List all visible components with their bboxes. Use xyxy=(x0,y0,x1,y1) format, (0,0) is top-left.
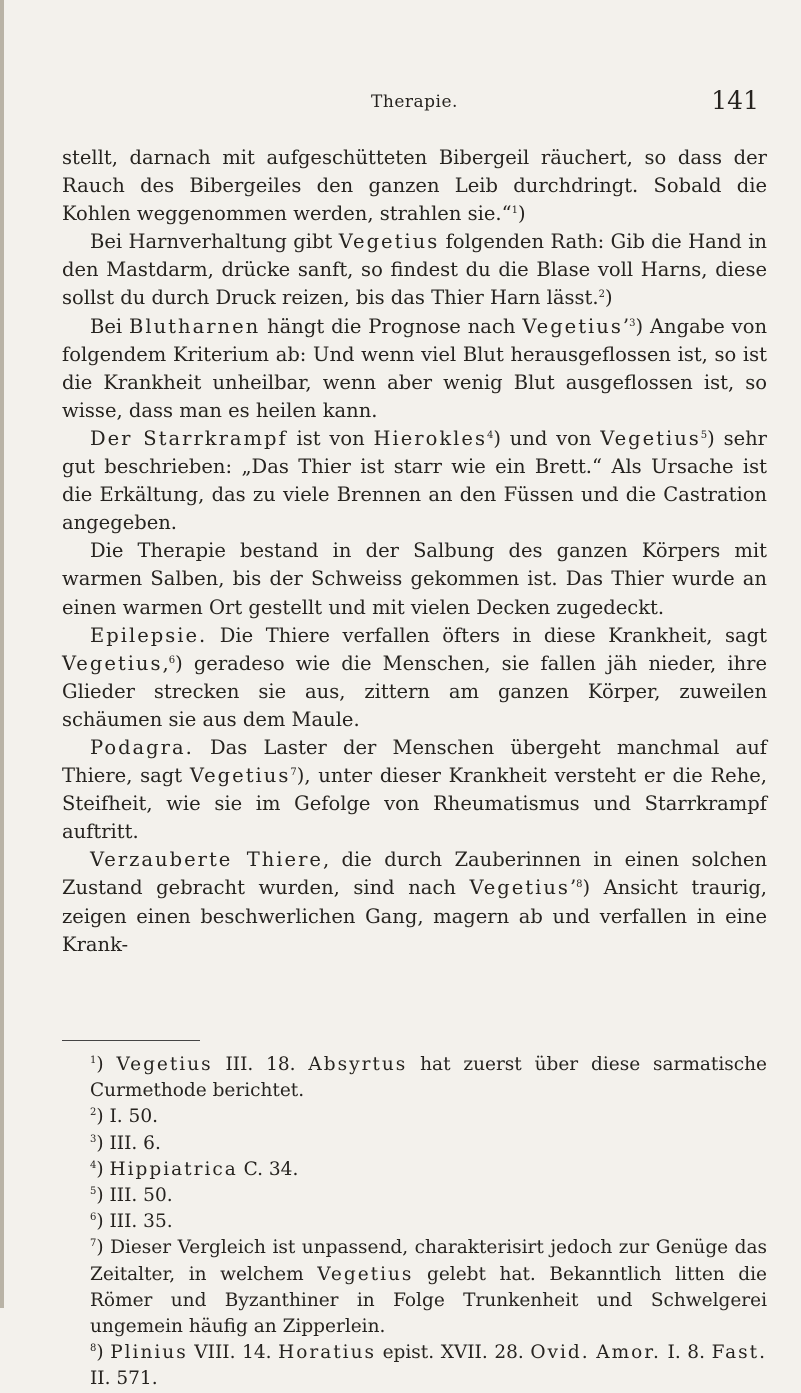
paragraph xyxy=(62,846,767,958)
text-run: Das Laster der Menschen übergeht manchmal auf Thiere, sagt xyxy=(62,735,767,788)
paragraph xyxy=(62,537,767,621)
text-run: ’ xyxy=(622,314,630,338)
text-run: C. 34. xyxy=(237,1158,299,1180)
page-number: 141 xyxy=(711,86,759,115)
text-run: III. 18. xyxy=(212,1054,309,1075)
spaced-name: Amor. xyxy=(596,1342,661,1364)
paragraph xyxy=(62,425,767,537)
spaced-term: Podagra. xyxy=(90,735,194,759)
spaced-term: Der Starrkrampf xyxy=(90,426,288,450)
footnote: $^3$) III. 6. xyxy=(90,1132,161,1154)
footnote-mark: 5 xyxy=(90,1186,97,1198)
footnote: $^5$) III. 50. xyxy=(90,1185,173,1207)
running-title: Therapie. xyxy=(371,92,458,112)
spaced-name: Horatius xyxy=(278,1342,376,1364)
text-run: ) xyxy=(604,286,613,310)
footnote-ref: 8 xyxy=(576,879,583,891)
text-run xyxy=(590,1342,597,1363)
spaced-term: Blutharnen xyxy=(129,314,261,338)
footnote: $^1$) Vegetius III. 18. Absyrtus hat zuerst über diese sarmatische Curmethode berichtet. xyxy=(90,1054,767,1102)
spaced-name: Vegetius xyxy=(317,1263,414,1285)
text-run: stellt, darnach mit aufgeschütteten Bibergeil räuchert, so dass der Rauch des Bibergeiles den ganzen Leib durchdringt. Sobald die Kohlen weggenommen werden, strahlen sie.“ xyxy=(62,146,767,226)
footnote: $^4$) Hippiatrica C. 34. xyxy=(90,1158,299,1180)
paragraph xyxy=(62,144,767,228)
text-run: Die Therapie bestand in der Salbung des ganzen Körpers mit warmen Salben, bis der Schweiss gekommen ist. Das Thier wurde an einen warmen Ort gestellt und mit vielen Decken zugedeckt. xyxy=(62,539,767,619)
footnote: $^7$) Dieser Vergleich ist unpassend, charakterisirt jedoch zur Genüge das Zeitalter, in welchem Vegetius gelebt hat. Bekanntlich litten die Römer und Byzanthiner in Folge Trunkenheit und Schwelgerei ungemein häufig an Zipperlein. xyxy=(90,1237,767,1338)
text-run: I. 50. xyxy=(109,1106,158,1128)
text-run: Die Thiere verfallen öfters in diese Krankheit, sagt xyxy=(207,623,767,647)
footnote: $^6$) III. 35. xyxy=(90,1211,173,1233)
footnote: $^8$) Plinius VIII. 14. Horatius epist. XVII. 28. Ovid. Amor. I. 8. Fast. II. 571. xyxy=(90,1342,767,1390)
page-edge xyxy=(0,0,4,1308)
footnote-mark: 4 xyxy=(90,1159,97,1171)
footnote-mark: 2 xyxy=(90,1107,97,1119)
paragraph xyxy=(62,622,767,734)
text-run: III. 50. xyxy=(109,1185,173,1207)
text-run: hat zuerst über diese sarmatische Curmethode berichtet. xyxy=(90,1054,767,1102)
footnote-ref: 3 xyxy=(629,317,636,329)
spaced-name: Vegetius xyxy=(338,230,440,254)
text-run: Bei Harnverhaltung gibt xyxy=(90,230,339,254)
spaced-term: Verzauberte Thiere xyxy=(90,848,323,872)
spaced-name: Fast. xyxy=(711,1342,767,1364)
spaced-name: Plinius xyxy=(110,1342,188,1364)
text-run: III. 35. xyxy=(109,1211,173,1233)
text-run: ) xyxy=(517,202,526,226)
text-run: III. 6. xyxy=(109,1132,161,1154)
spaced-term: Epilepsie. xyxy=(90,623,208,647)
spaced-name: Vegetius xyxy=(116,1054,213,1075)
paragraph xyxy=(62,313,767,425)
spaced-name: Vegetius xyxy=(522,314,623,338)
footnotes xyxy=(62,1052,767,1393)
paragraph xyxy=(62,734,767,846)
text-run: ) Angabe von folgendem Kriterium ab: Und wenn viel Blut herausgeflossen ist, so ist die Krankheit unheilbar, wenn aber wenig Blut ausgeflossen ist, so wisse, dass man es heilen kann. xyxy=(62,314,767,422)
paragraph xyxy=(62,228,767,312)
footnote-mark: 7 xyxy=(90,1238,97,1250)
text-run: I. 8. xyxy=(660,1342,712,1364)
text-run: VIII. 14. xyxy=(187,1342,279,1364)
text-run: Dieser Vergleich ist unpassend, charakterisirt jedoch zur Genüge das Zeitalter, in welchem xyxy=(90,1237,767,1285)
footnote-ref: 5 xyxy=(700,429,708,441)
text-run: ist von xyxy=(287,426,374,450)
main-text xyxy=(62,144,767,959)
footnote-mark: 1 xyxy=(90,1055,97,1066)
spaced-name: Hierokles xyxy=(373,426,487,450)
spaced-name: Ovid. xyxy=(530,1342,590,1364)
footnote-rule xyxy=(62,1040,200,1041)
text-run: , xyxy=(162,651,169,675)
spaced-name: Vegetius xyxy=(600,426,701,450)
text-run: ) Ansicht traurig, zeigen einen beschwerlichen Gang, magern ab und verfallen in eine Krank- xyxy=(62,876,767,956)
text-run: , die durch Zauberinnen in einen solchen Zustand gebracht wurden, sind nach xyxy=(62,848,768,900)
footnote: $^2$) I. 50. xyxy=(90,1106,158,1128)
text-run: ) geradeso wie die Menschen, sie fallen jäh nieder, ihre Glieder strecken sie aus, zittern am ganzen Körper, zuweilen schäumen sie aus dem Maule. xyxy=(62,651,767,731)
footnote-mark: 6 xyxy=(90,1212,97,1224)
text-run: gelebt hat. Bekanntlich litten die Römer und Byzanthiner in Folge Trunkenheit und Schwelgerei ungemein häufig an Zipperlein. xyxy=(90,1263,767,1338)
spaced-name: Hippiatrica xyxy=(109,1158,238,1180)
spaced-name: Vegetius xyxy=(469,876,570,900)
footnote-ref: 7 xyxy=(290,767,297,779)
footnote-mark: 3 xyxy=(90,1133,97,1145)
spaced-name: Absyrtus xyxy=(308,1054,408,1075)
text-run: Bei xyxy=(90,314,130,338)
text-run: ’ xyxy=(569,876,577,900)
footnote-mark: 8 xyxy=(90,1343,97,1355)
text-run: hängt die Prognose nach xyxy=(260,314,523,338)
footnote-ref: 1 xyxy=(511,205,518,217)
footnote-ref: 6 xyxy=(168,654,176,666)
text-run: ) sehr gut beschrieben: „Das Thier ist starr wie ein Brett.“ Als Ursache ist die Erkältung, das zu viele Brennen an den Füssen und die Castration angegeben. xyxy=(62,426,767,535)
text-run: ) und von xyxy=(493,426,601,450)
text-run: epist. XVII. 28. xyxy=(376,1342,531,1364)
text-run: II. 571. xyxy=(90,1368,158,1390)
spaced-name: Vegetius xyxy=(189,764,291,788)
text-run: folgenden Rath: Gib die Hand in den Mastdarm, drücke sanft, so findest du die Blase voll Harns, diese sollst du durch Druck reizen, bis das Thier Harn lässt. xyxy=(62,230,767,310)
page-header xyxy=(62,86,767,126)
footnote-ref: 4 xyxy=(486,429,494,441)
text-run: ), unter dieser Krankheit versteht er die Rehe, Steifheit, wie sie im Gefolge von Rheumatismus und Starrkrampf auftritt. xyxy=(62,764,767,844)
footnote-ref: 2 xyxy=(598,289,605,301)
spaced-name: Vegetius xyxy=(62,651,163,675)
